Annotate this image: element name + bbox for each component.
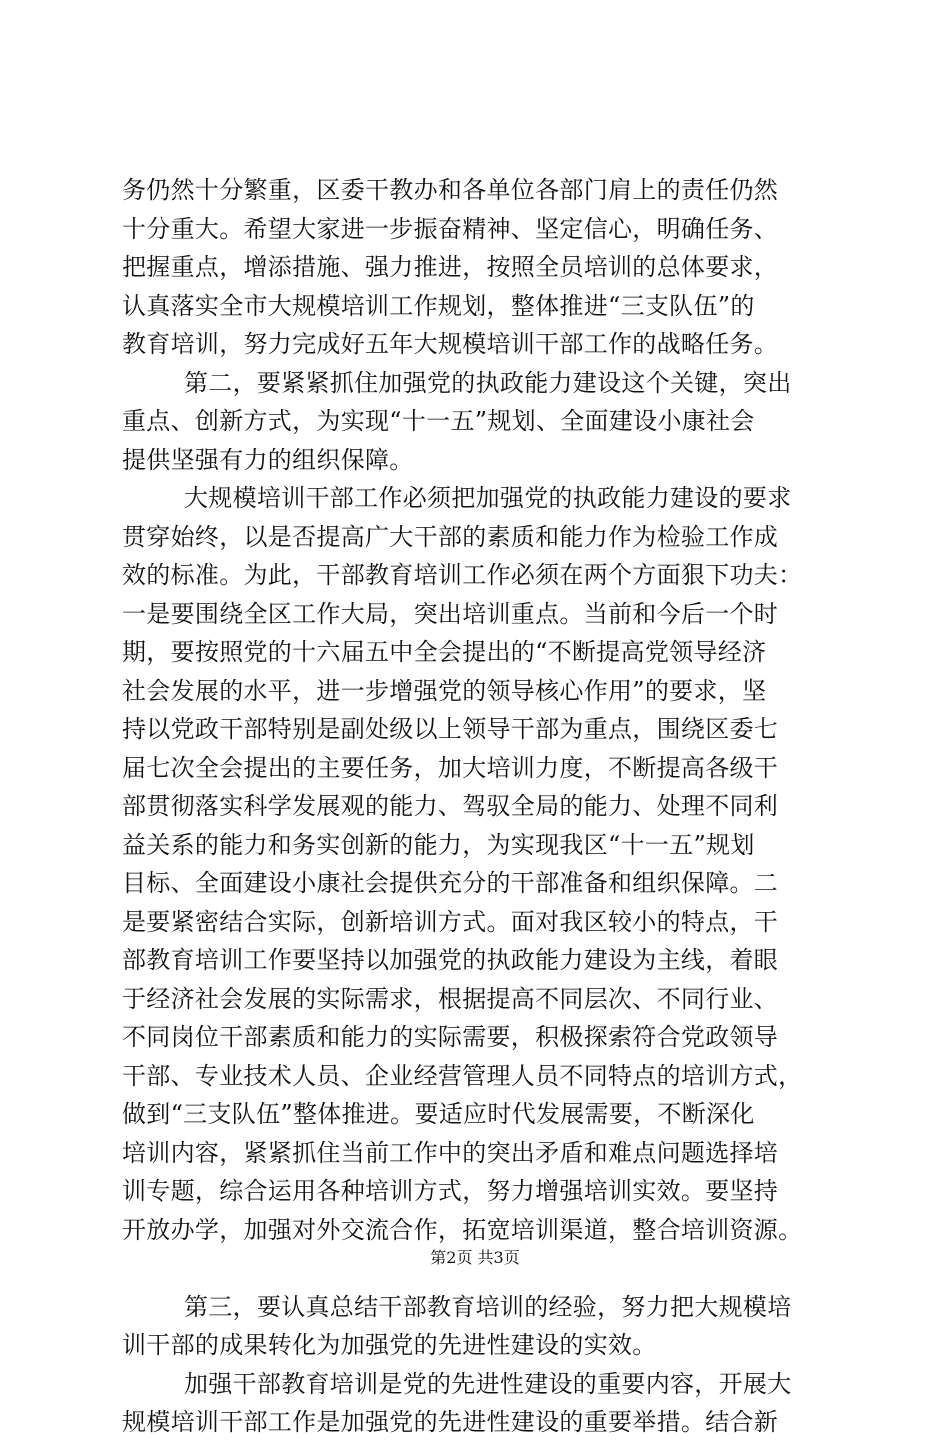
text-line: 持以党政干部特别是副处级以上领导干部为重点，围绕区委七 <box>122 715 779 743</box>
text-line: 训专题，综合运用各种培训方式，努力增强培训实效。要坚持 <box>122 1177 779 1205</box>
text-line: 开放办学，加强对外交流合作，拓宽培训渠道，整合培训资源。 <box>122 1215 803 1244</box>
text-line: 效的标准。为此，干部教育培训工作必须在两个方面狠下功夫： <box>122 561 803 589</box>
text-line: 贯穿始终，以是否提高广大干部的素质和能力作为检验工作成 <box>122 522 779 551</box>
text-line: 把握重点，增添措施、强力推进，按照全员培训的总体要求， <box>122 253 779 281</box>
text-line: 干部、专业技术人员、企业经营管理人员不同特点的培训方式， <box>122 1061 803 1090</box>
text-line: 培训内容，紧紧抓住当前工作中的突出矛盾和难点问题选择培 <box>122 1138 779 1167</box>
text-line: 做到“三支队伍”整体推进。要适应时代发展需要，不断深化 <box>122 1100 755 1128</box>
page-number-footer: 第2页 共3页 <box>430 1248 520 1267</box>
text-line: 期，要按照党的十六届五中全会提出的“不断提高党领导经济 <box>122 638 767 666</box>
paragraph-start-line: 第二，要紧紧抓住加强党的执政能力建设这个关键，突出 <box>184 368 792 397</box>
text-line: 不同岗位干部素质和能力的实际需要，积极探索符合党政领导 <box>122 1023 779 1051</box>
paragraph-start-line: 第三，要认真总结干部教育培训的经验，努力把大规模培 <box>184 1292 792 1321</box>
text-line: 十分重大。希望大家进一步振奋精神、坚定信心，明确任务、 <box>122 214 779 243</box>
text-line: 重点、创新方式，为实现“十一五”规划、全面建设小康社会 <box>122 407 755 435</box>
paragraph-start-line: 加强干部教育培训是党的先进性建设的重要内容，开展大 <box>184 1369 792 1398</box>
text-line: 届七次全会提出的主要任务，加大培训力度，不断提高各级干 <box>122 753 779 782</box>
text-line: 务仍然十分繁重，区委干教办和各单位各部门肩上的责任仍然 <box>122 176 779 204</box>
text-line: 提供坚强有力的组织保障。 <box>122 445 414 474</box>
text-line: 一是要围绕全区工作大局，突出培训重点。当前和今后一个时 <box>122 599 779 628</box>
text-line: 认真落实全市大规模培训工作规划，整体推进“三支队伍”的 <box>122 291 755 320</box>
paragraph-start-line: 大规模培训干部工作必须把加强党的执政能力建设的要求 <box>184 484 792 512</box>
text-line: 部教育培训工作要坚持以加强党的执政能力建设为主线，着眼 <box>122 946 779 974</box>
text-line: 部贯彻落实科学发展观的能力、驾驭全局的能力、处理不同利 <box>122 792 779 820</box>
text-line: 训干部的成果转化为加强党的先进性建设的实效。 <box>122 1331 657 1359</box>
text-line: 规模培训干部工作是加强党的先进性建设的重要举措。结合新 <box>122 1408 779 1436</box>
text-line: 目标、全面建设小康社会提供充分的干部准备和组织保障。二 <box>122 869 779 897</box>
text-line: 是要紧密结合实际，创新培训方式。面对我区较小的特点，干 <box>122 907 779 936</box>
text-line: 于经济社会发展的实际需求，根据提高不同层次、不同行业、 <box>122 984 779 1013</box>
text-line: 社会发展的水平，进一步增强党的领导核心作用”的要求，坚 <box>122 676 767 705</box>
text-line: 教育培训，努力完成好五年大规模培训干部工作的战略任务。 <box>122 330 779 358</box>
text-line: 益关系的能力和务实创新的能力，为实现我区“十一五”规划 <box>122 830 755 859</box>
